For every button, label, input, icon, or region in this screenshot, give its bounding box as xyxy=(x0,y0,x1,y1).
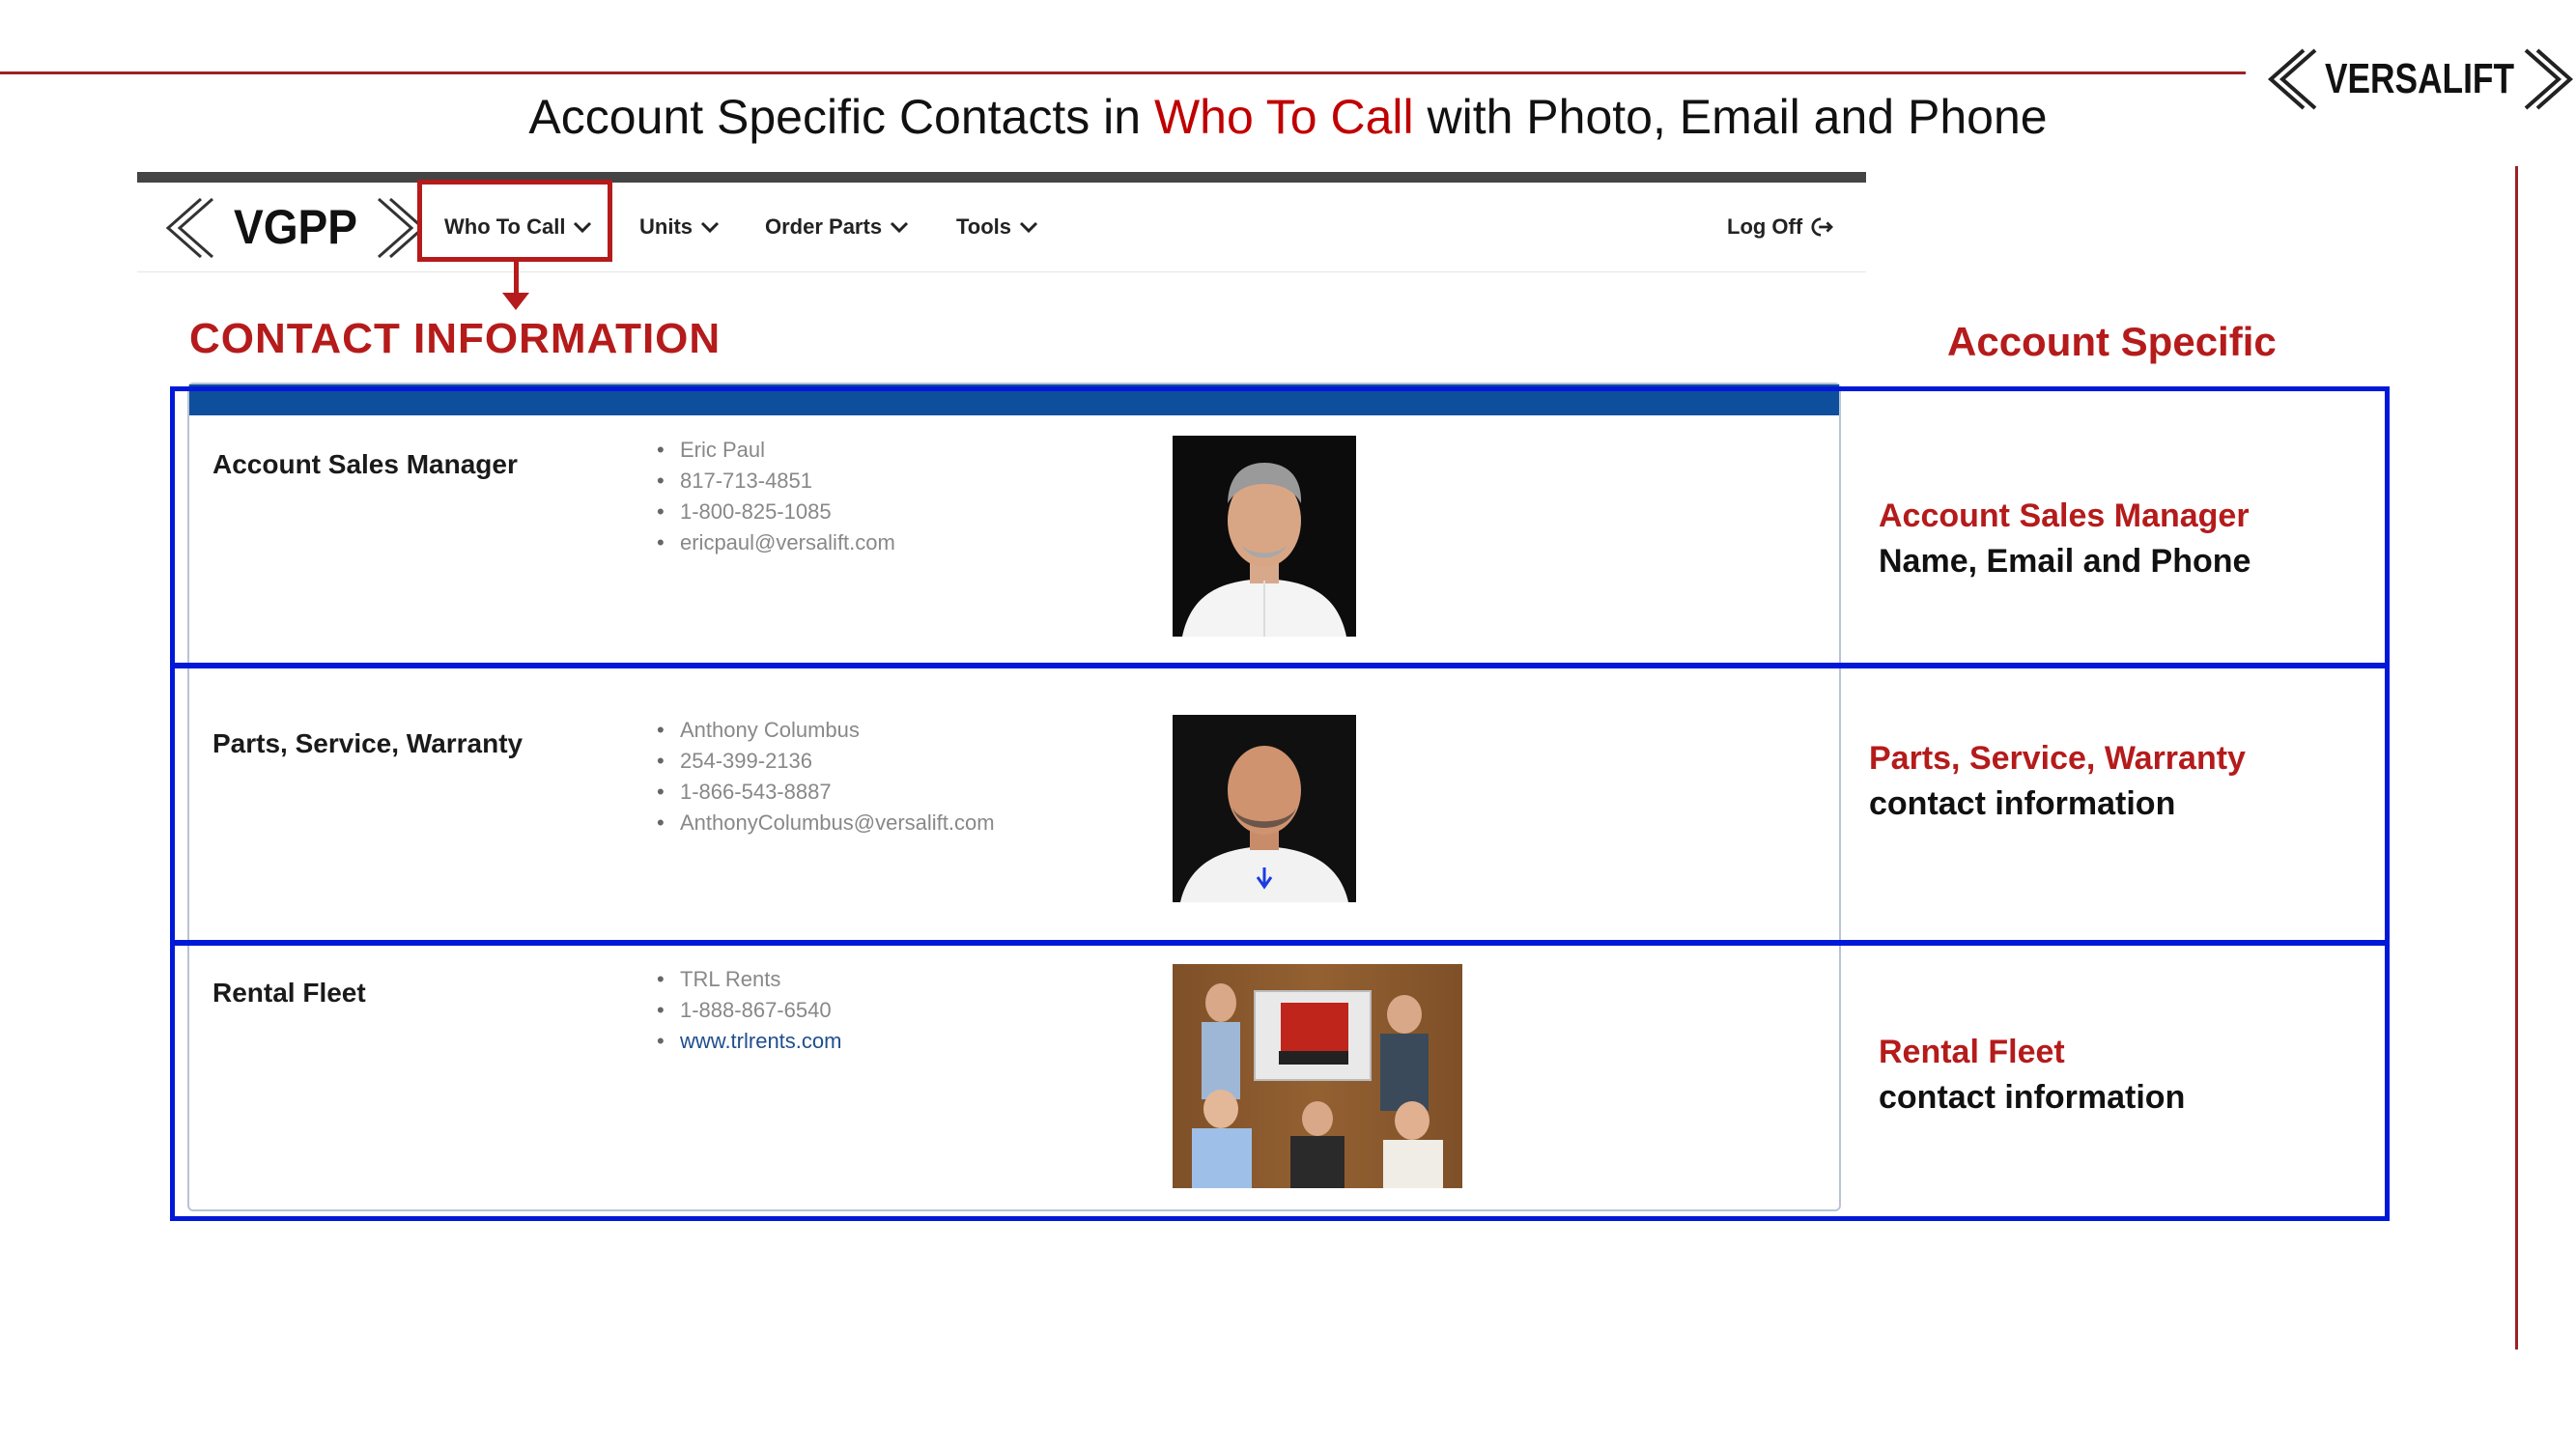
contact-phone-tollfree: • 1-800-825-1085 xyxy=(657,497,895,527)
logout-icon xyxy=(1810,216,1833,238)
nav-units-label: Units xyxy=(639,214,693,239)
title-suffix: with Photo, Email and Phone xyxy=(1413,90,2048,144)
nav-units[interactable] xyxy=(639,214,720,240)
title-highlight: Who To Call xyxy=(1153,90,1414,144)
contact-name: • Eric Paul xyxy=(657,435,895,466)
annotation-frame-rental-fleet xyxy=(170,940,2390,1221)
contact-email[interactable]: • ericpaul@versalift.com xyxy=(657,527,895,558)
annotation-frame-parts-service-warranty xyxy=(170,663,2390,946)
vgpp-logo-text: VGPP xyxy=(234,200,357,254)
who-to-call-highlight xyxy=(417,180,612,262)
note-body-parts-service-warranty: contact information xyxy=(1869,785,2176,822)
contact-website-link[interactable]: • www.trlrents.com xyxy=(657,1026,841,1057)
vgpp-logo[interactable] xyxy=(164,195,420,261)
contact-name: • Anthony Columbus xyxy=(657,715,995,746)
row-label-parts-service-warranty: Parts, Service, Warranty xyxy=(212,728,524,758)
row-label-rental-fleet: Rental Fleet xyxy=(212,978,366,1008)
brand-text: VERSALIFT xyxy=(2325,55,2515,102)
note-body-rental-fleet: contact information xyxy=(1879,1079,2186,1116)
chevron-down-icon xyxy=(1019,220,1038,234)
slide-title xyxy=(0,89,2576,145)
nav-top-strip xyxy=(137,172,1866,183)
note-title-account-sales-manager: Account Sales Manager xyxy=(1879,497,2250,534)
arrow-down-icon xyxy=(502,293,529,310)
highlight-arrow-shaft xyxy=(514,262,519,295)
note-body-account-sales-manager: Name, Email and Phone xyxy=(1879,543,2251,580)
contact-name: • TRL Rents xyxy=(657,964,841,995)
annotation-frame-account-sales-manager xyxy=(170,386,2390,668)
nav-tools[interactable] xyxy=(956,214,1038,240)
account-specific-label: Account Specific xyxy=(1947,319,2277,364)
chevron-down-icon xyxy=(890,220,909,234)
contact-phone-tollfree: • 1-866-543-8887 xyxy=(657,777,995,808)
chevron-down-icon xyxy=(700,220,720,234)
contact-info-heading: CONTACT INFORMATION xyxy=(189,315,722,362)
nav-who-to-call-label: Who To Call xyxy=(444,214,566,239)
logoff-label: Log Off xyxy=(1727,214,1803,239)
nav-tools-label: Tools xyxy=(956,214,1012,239)
contact-phone: • 1-888-867-6540 xyxy=(657,995,841,1026)
note-title-rental-fleet: Rental Fleet xyxy=(1879,1034,2065,1070)
nav-order-parts-label: Order Parts xyxy=(765,214,883,239)
right-rule xyxy=(2515,166,2518,1350)
logoff-link[interactable] xyxy=(1727,214,1833,240)
row-label-account-sales-manager: Account Sales Manager xyxy=(212,449,518,479)
title-prefix: Account Specific Contacts in xyxy=(528,90,1154,144)
contact-phone: • 817-713-4851 xyxy=(657,466,895,497)
contact-email[interactable]: • AnthonyColumbus@versalift.com xyxy=(657,808,995,838)
contact-phone: • 254-399-2136 xyxy=(657,746,995,777)
nav-order-parts[interactable] xyxy=(765,214,909,240)
note-title-parts-service-warranty: Parts, Service, Warranty xyxy=(1869,740,2246,777)
top-rule xyxy=(0,71,2246,74)
